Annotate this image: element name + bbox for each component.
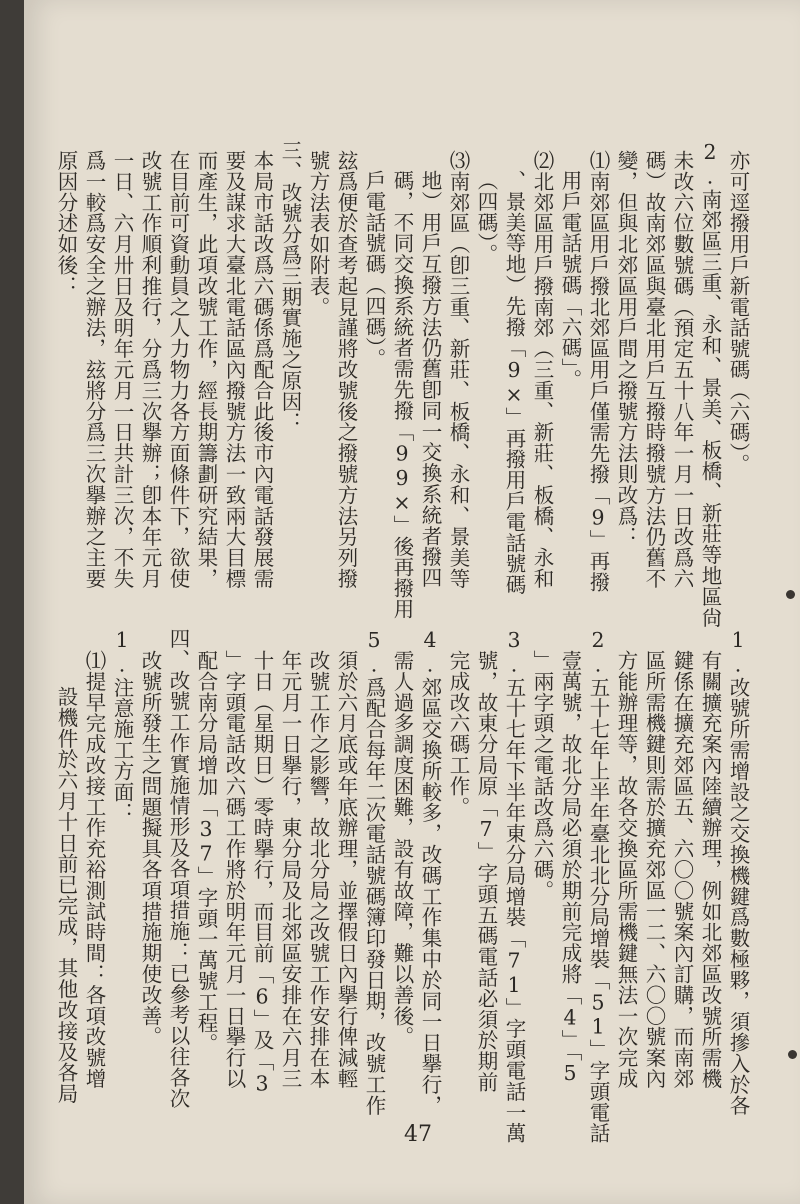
text-column: 地）用戶互撥方法仍舊卽同一交換系統者撥四 [418, 170, 442, 588]
text-column: 改號工作順利推行，分爲三次擧辦；卽本年元月 [138, 150, 162, 589]
text-column: 爲一較爲安全之辦法，玆將分爲三次擧辦之主要 [82, 150, 106, 589]
text-column: 方能辦理等，故各交換區所需機鍵無法一次完成 [614, 650, 638, 1089]
text-column: 配合南分局增加「37」字頭一萬號工程。 [194, 650, 218, 1055]
text-column: 完成改六碼工作。 [446, 650, 470, 818]
text-column: ⑴提早完成改接工作充裕測試時間：各項改號增 [82, 650, 106, 1089]
text-column: 設機件於六月十日前已完成，其他改接及各局 [54, 686, 78, 1104]
text-column: 要及謀求大臺北電話區內撥號方法一致兩大目標 [222, 150, 246, 589]
text-column: 1.改號所需增設之交換機鍵爲數極夥，須摻入於各 [726, 628, 750, 1116]
text-column: 而產生，此項改號工作，經長期籌劃研究結果， [194, 150, 218, 589]
text-column: 號，故東分局原「7」字頭五碼電話必須於期前 [474, 650, 498, 1093]
text-column: 在目前可資動員之人力物力各方面條件下，欲使 [166, 150, 190, 589]
text-column: 碼，不同交換系統者需先撥「99×」後再撥用 [390, 170, 414, 620]
text-column: 」兩字頭之電話改爲六碼。 [530, 650, 554, 901]
text-column: 需人過多調度困難，設有故障，難以善後。 [390, 650, 414, 1048]
text-column: 有關擴充案內陸續辦理，例如北郊區改號所需機 [698, 650, 722, 1089]
text-column: ⑶南郊區（卽三重、新莊、板橋、永和、景美等 [446, 150, 470, 589]
text-column: ⑵北郊區用戶撥南郊（三重、新莊、板橋、永和 [530, 150, 554, 589]
text-column: 區所需機鍵則需於擴充郊區一二、六〇〇號案內 [642, 650, 666, 1089]
text-column: 原因分述如後： [54, 150, 78, 297]
text-column: 三、改號分爲三期實施之原因： [278, 140, 302, 433]
text-column: 改號所發生之問題擬具各項措施期使改善。 [138, 650, 162, 1048]
binding-hole [786, 590, 795, 599]
text-column: 十日（星期日）零時擧行，而目前「6」及「3 [250, 650, 274, 1096]
text-column: 戶電話號碼（四碼）。 [362, 170, 386, 369]
text-column: 、景美等地）先撥「9×」再撥用戶電話號碼 [502, 170, 526, 595]
text-column: 2.五十七年上半年臺北北分局增裝「51」字頭電話 [586, 628, 610, 1144]
text-column: 未改六位數號碼（預定五十八年一月一日改爲六 [670, 150, 694, 589]
text-column: 變，但與北郊區用戶間之撥號方法則改爲： [614, 150, 638, 548]
page-number: 47 [404, 1122, 432, 1147]
document-page [24, 0, 800, 1204]
text-column: 1.注意施工方面： [110, 628, 134, 824]
text-column: 玆爲便於查考起見謹將改號後之撥號方法另列撥 [334, 150, 358, 589]
text-column: 鍵係在擴充郊區五、六〇〇號案內訂購，而南郊 [670, 650, 694, 1089]
text-column: 本局市話改爲六碼係爲配合此後市內電話發展需 [250, 150, 274, 589]
text-column: 四、改號工作實施情形及各項措施：已參考以往各次 [166, 628, 190, 1109]
text-column: 用戶電話號碼「六碼」。 [558, 170, 582, 390]
text-column: 號方法表如附表。 [306, 150, 330, 318]
text-column: 改號工作之影響，故北分局之改號工作安排在本 [306, 650, 330, 1089]
text-column: 2.南郊區三重、永和、景美、板橋、新莊等地區尙 [698, 140, 722, 628]
text-column: 年元月一日擧行，東分局及北郊區安排在六月三 [278, 650, 302, 1089]
text-column: 一日、六月卅日及明年元月一日共計三次，不失 [110, 150, 134, 589]
text-column: （四碼）。 [474, 170, 498, 265]
text-column: ⑴南郊區用戶撥北郊區用戶僅需先撥「9」再撥 [586, 150, 610, 593]
text-column: 碼）故南郊區與臺北用戶互撥時撥號方法仍舊不 [642, 150, 666, 589]
page-edge-shadow [0, 0, 24, 1204]
text-column: 亦可逕撥用戶新電話號碼（六碼）。 [726, 150, 750, 475]
text-column: 須於六月底或年底辦理，並擇假日內擧行俾減輕 [334, 650, 358, 1089]
text-column: 4.郊區交換所較多，改碼工作集中於同一日擧行， [418, 628, 442, 1116]
text-column: 5.爲配合每年二次電話號碼簿印發日期，改號工作 [362, 628, 386, 1116]
text-column: 」字頭電話改六碼工作將於明年元月一日擧行以 [222, 650, 246, 1089]
binding-hole [788, 1050, 797, 1059]
text-column: 3.五十七年下半年東分局增裝「71」字頭電話一萬 [502, 628, 526, 1144]
text-column: 壹萬號，故北分局必須於期前完成將「4」「5 [558, 650, 582, 1086]
